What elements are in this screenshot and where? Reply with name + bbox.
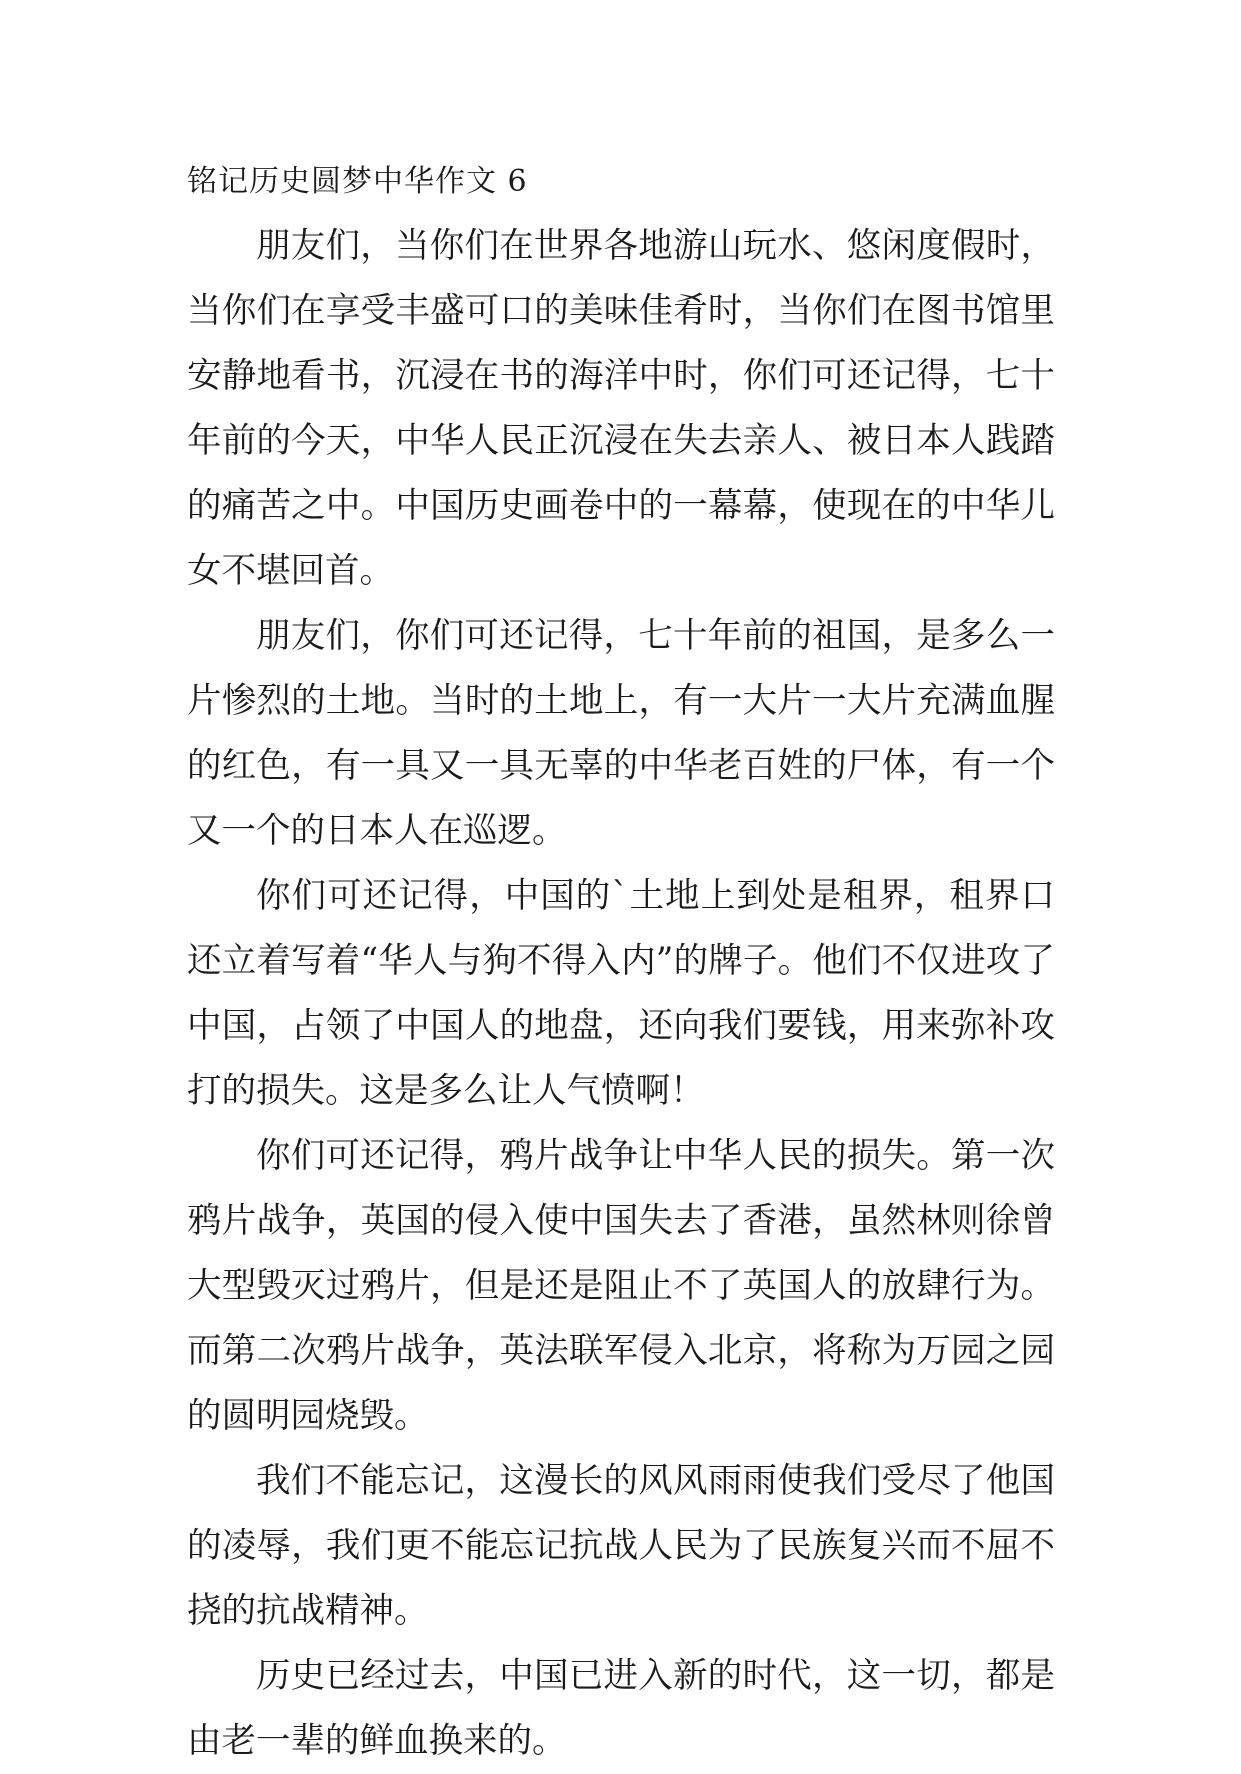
paragraph: 我们不能忘记，这漫长的风风雨雨使我们受尽了他国的凌辱，我们更不能忘记抗战人民为了民族复兴而不屈不挠的抗战精神。 xyxy=(187,1461,1055,1631)
paragraph: 历史已经过去，中国已进入新的时代，这一切，都是由老一辈的鲜血换来的。 xyxy=(187,1656,1055,1761)
document-title: 铭记历史圆梦中华作文 6 xyxy=(187,164,528,199)
document-body xyxy=(187,214,1055,1774)
paragraph: 朋友们，当你们在世界各地游山玩水、悠闲度假时，当你们在享受丰盛可口的美味佳肴时，当你们在图书馆里安静地看书，沉浸在书的海洋中时，你们可还记得，七十年前的今天，中华人民正沉浸在失去亲人、被日本人践踏的痛苦之中。中国历史画卷中的一幕幕，使现在的中华儿女不堪回首。 xyxy=(187,226,1055,591)
paragraph: 朋友们，你们可还记得，七十年前的祖国，是多么一片惨烈的土地。当时的土地上，有一大片一大片充满血腥的红色，有一具又一具无辜的中华老百姓的尸体，有一个又一个的日本人在巡逻。 xyxy=(187,616,1055,851)
paragraph: 你们可还记得，鸦片战争让中华人民的损失。第一次鸦片战争，英国的侵入使中国失去了香港，虽然林则徐曾大型毁灭过鸦片，但是还是阻止不了英国人的放肆行为。而第二次鸦片战争，英法联军侵入北京，将称为万园之园的圆明园烧毁。 xyxy=(187,1136,1055,1436)
paragraph: 你们可还记得，中国的`土地上到处是租界，租界口还立着写着“华人与狗不得入内”的牌子。他们不仅进攻了中国，占领了中国人的地盘，还向我们要钱，用来弥补攻打的损失。这是多么让人气愤啊！ xyxy=(187,876,1055,1111)
